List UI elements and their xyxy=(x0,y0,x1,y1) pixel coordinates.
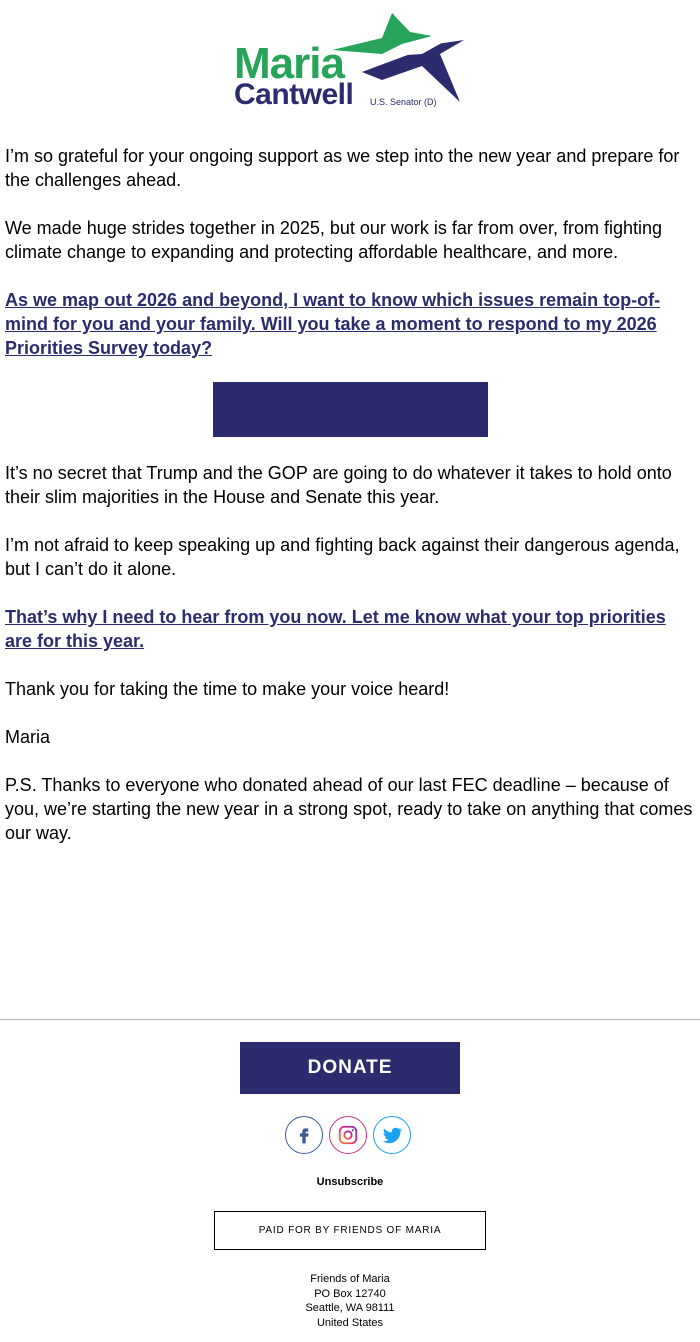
paragraph-thanks: Thank you for taking the time to make your voice heard! xyxy=(5,679,450,699)
address-line: United States xyxy=(316,1316,384,1329)
twitter-icon[interactable] xyxy=(373,1116,411,1154)
address-line: Friends of Maria xyxy=(310,1273,390,1285)
priorities-link-text[interactable]: That’s why I need to hear from you now. Let me know what your top priorities are for this year. xyxy=(5,607,666,651)
paragraph-intro: I’m so grateful for your ongoing support as we step into the new year and prepare for the challenges ahead. xyxy=(5,146,680,190)
mailing-address xyxy=(0,1272,700,1330)
instagram-icon[interactable] xyxy=(329,1116,367,1154)
social-links xyxy=(285,1116,425,1158)
email-body xyxy=(5,144,695,869)
address-line: Seattle, WA 98111 xyxy=(305,1302,395,1314)
facebook-icon[interactable] xyxy=(285,1116,323,1154)
take-survey-button[interactable]: TAKE THE SURVEY xyxy=(213,382,488,437)
signature: Maria xyxy=(5,727,51,747)
address-line: PO Box 12740 xyxy=(314,1287,386,1300)
paragraph-gop: It’s no secret that Trump and the GOP are going to do whatever it takes to hold onto their slim majorities in the House and Senate this year. xyxy=(5,463,672,507)
survey-link-text[interactable]: As we map out 2026 and beyond, I want to know which issues remain top-of-mind for you and your family. Will you take a moment to respond to my 2026 Priorities Survey today? xyxy=(5,290,661,358)
paragraph-strides: We made huge strides together in 2025, but our work is far from over, from fighting climate change to expanding and protecting affordable healthcare, and more. xyxy=(5,218,662,262)
logo-subtitle: U.S. Senator (D) xyxy=(370,97,437,107)
unsubscribe-link[interactable]: Unsubscribe xyxy=(316,1176,384,1188)
paid-for-disclaimer: PAID FOR BY FRIENDS OF MARIA xyxy=(214,1211,486,1250)
footer-divider xyxy=(0,1019,700,1020)
logo-first-name: Maria xyxy=(234,39,344,88)
postscript: P.S. Thanks to everyone who donated ahead of our last FEC deadline – because of you, we’re starting the new year in a strong spot, ready to take on anything that comes our way. xyxy=(5,775,693,843)
donate-button[interactable]: DONATE xyxy=(240,1042,460,1094)
logo-last-name: Cantwell xyxy=(234,78,354,111)
campaign-logo xyxy=(232,10,472,110)
paragraph-agenda: I’m not afraid to keep speaking up and fighting back against their dangerous agenda, but I can’t do it alone. xyxy=(5,535,680,579)
